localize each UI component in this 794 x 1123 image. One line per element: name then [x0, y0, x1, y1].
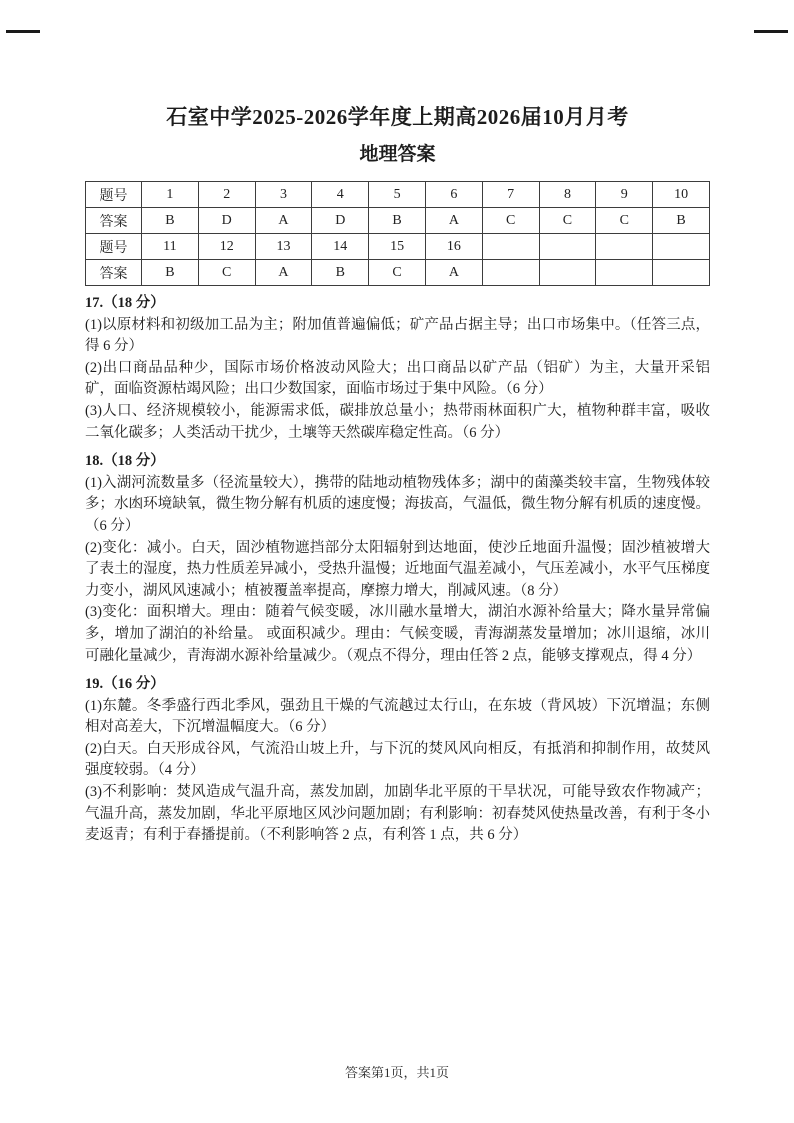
question-number-cell: 7 — [482, 182, 539, 208]
answer-paragraph: (2)白天。白天形成谷风，气流沿山坡上升，与下沉的焚风风向相反，有抵消和抑制作用，故焚风强度较弱。（4 分） — [85, 740, 710, 779]
row-label: 答案 — [86, 260, 142, 286]
question-number-cell: 16 — [425, 234, 482, 260]
question-number-cell: 6 — [425, 182, 482, 208]
section-heading: 19.（16 分） — [85, 676, 165, 693]
answer-paragraph: (1)以原材料和初级加工品为主；附加值普遍偏低；矿产品占据主导；出口市场集中。（任答三点，得 6 分） — [85, 316, 710, 355]
question-number-cell: 5 — [369, 182, 426, 208]
row-label: 题号 — [86, 182, 142, 208]
answer-cell: A — [255, 208, 312, 234]
question-number-cell: 4 — [312, 182, 369, 208]
answer-paragraph: (3)不利影响：焚风造成气温升高，蒸发加剧，加剧华北平原的干旱状况，可能导致农作物减产；气温升高，蒸发加剧，华北平原地区风沙问题加剧；有利影响：初春焚风使热量改善，有利于冬小麦返青；有利于春播提前。（不利影响答 2 点，有利答 1 点，共 6 分） — [85, 784, 710, 844]
answer-cell: C — [198, 260, 255, 286]
answer-paragraph: (2)变化：减小。白天，固沙植物遮挡部分太阳辐射到达地面，使沙丘地面升温慢；固沙植被增大了表土的湿度，热力性质差异减小，受热升温慢；近地面气温差减小，气压差减小，水平气压梯度力变小，湖风风速减小；植被覆盖率提高，摩擦力增大，削减风速。（8 分） — [85, 539, 710, 599]
question-number-cell: 9 — [596, 182, 653, 208]
answer-cell: A — [425, 208, 482, 234]
question-number-cell: 13 — [255, 234, 312, 260]
answer-cell: B — [142, 208, 199, 234]
page-subtitle: 地理答案 — [359, 144, 436, 165]
answer-cell — [596, 260, 653, 286]
answer-table — [85, 181, 710, 286]
answer-paragraph: (2)出口商品品种少，国际市场价格波动风险大；出口商品以矿产品（铝矿）为主，大量开采铝矿，面临资源枯竭风险；出口少数国家，面临市场过于集中风险。（6 分） — [85, 359, 710, 398]
scan-mark-left — [6, 30, 40, 33]
answer-cell: D — [198, 208, 255, 234]
answer-sections — [85, 293, 710, 847]
question-number-cell — [482, 234, 539, 260]
answer-paragraph: (3)变化：面积增大。理由：随着气候变暖，冰川融水量增大，湖泊水源补给量大；降水量异常偏多，增加了湖泊的补给量。 或面积减少。理由：气候变暖，青海湖蒸发量增加；冰川退缩，冰川可融化量减少，青海湖水源补给量减少。（观点不得分，理由任答 2 点，能够支撑观点，得 4 分） — [85, 604, 710, 664]
table-row — [86, 208, 710, 234]
section-heading: 18.（18 分） — [85, 453, 165, 470]
answer-cell — [539, 260, 596, 286]
answer-cell: A — [425, 260, 482, 286]
answer-cell: C — [596, 208, 653, 234]
question-number-cell: 2 — [198, 182, 255, 208]
question-number-cell — [596, 234, 653, 260]
question-number-cell: 10 — [653, 182, 710, 208]
question-number-cell: 12 — [198, 234, 255, 260]
question-number-cell: 3 — [255, 182, 312, 208]
answer-cell: D — [312, 208, 369, 234]
scan-mark-right — [754, 30, 788, 33]
table-row — [86, 234, 710, 260]
question-number-cell: 1 — [142, 182, 199, 208]
question-number-cell: 15 — [369, 234, 426, 260]
answer-cell — [482, 260, 539, 286]
row-label: 题号 — [86, 234, 142, 260]
question-number-cell: 14 — [312, 234, 369, 260]
section-18 — [85, 451, 710, 667]
answer-cell: B — [653, 208, 710, 234]
section-17 — [85, 293, 710, 444]
answer-cell — [653, 260, 710, 286]
section-heading: 17.（18 分） — [85, 295, 165, 311]
answer-cell: C — [539, 208, 596, 234]
answer-cell: A — [255, 260, 312, 286]
answer-paragraph: (1)东麓。冬季盛行西北季风，强劲且干燥的气流越过太行山，在东坡（背风坡）下沉增温；东侧相对高差大，下沉增温幅度大。（6 分） — [85, 697, 710, 736]
answer-paragraph: (1)入湖河流数量多（径流量较大），携带的陆地动植物残体多；湖中的菌藻类较丰富，生物残体较多；水凼环境缺氧，微生物分解有机质的速度慢；海拔高，气温低，微生物分解有机质的速度慢。（6 分） — [85, 474, 710, 534]
answer-paragraph: (3)人口、经济规模较小，能源需求低，碳排放总量小；热带雨林面积广大，植物种群丰富，吸收二氧化碳多；人类活动干扰少，土壤等天然碳库稳定性高。（6 分） — [85, 402, 710, 441]
answer-cell: B — [369, 208, 426, 234]
question-number-cell: 8 — [539, 182, 596, 208]
section-19 — [85, 674, 710, 847]
page-title: 石室中学2025-2026学年度上期高2026届10月月考 — [166, 105, 629, 129]
answer-cell: C — [482, 208, 539, 234]
question-number-cell: 11 — [142, 234, 199, 260]
document-content — [85, 103, 710, 854]
table-row — [86, 182, 710, 208]
answer-cell: C — [369, 260, 426, 286]
page-footer: 答案第1页，共1页 — [344, 1065, 449, 1080]
row-label: 答案 — [86, 208, 142, 234]
answer-cell: B — [312, 260, 369, 286]
table-row — [86, 260, 710, 286]
answer-cell: B — [142, 260, 199, 286]
question-number-cell — [653, 234, 710, 260]
question-number-cell — [539, 234, 596, 260]
